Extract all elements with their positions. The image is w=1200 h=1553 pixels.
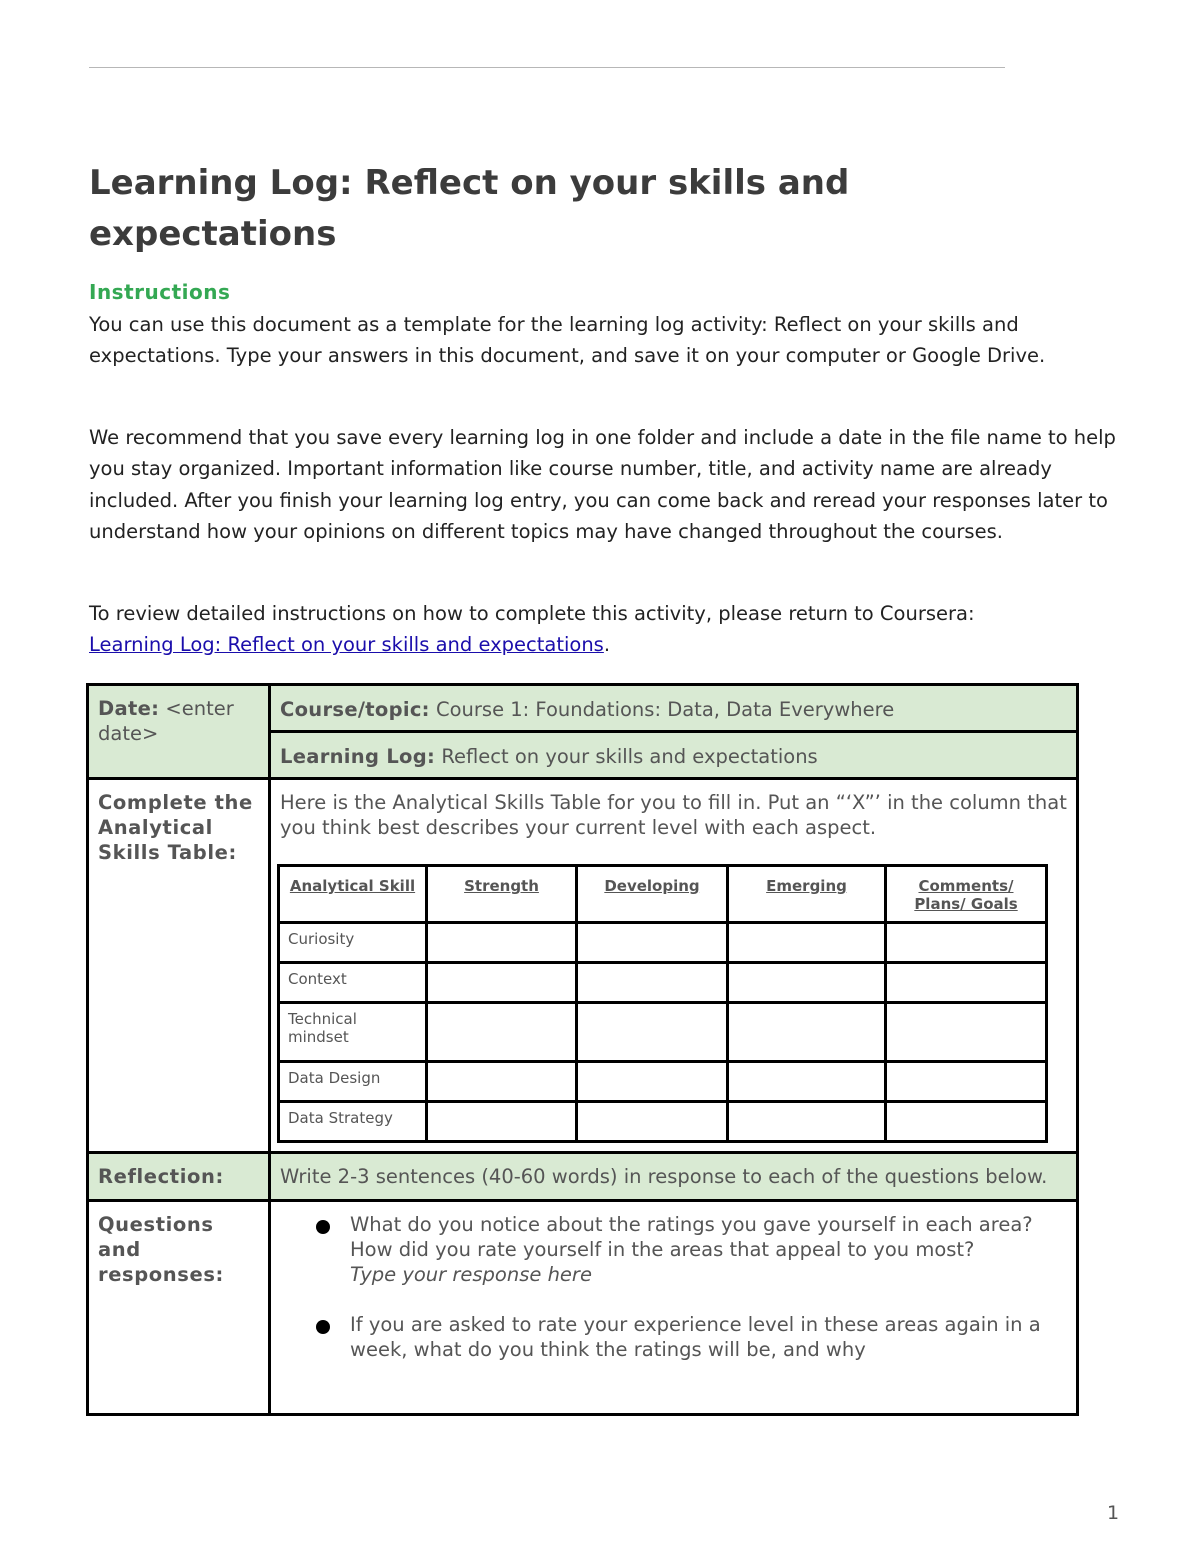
questions-label-cell: [88, 1201, 270, 1415]
course-value: Course 1: Foundations: Data, Data Everywhere: [435, 698, 895, 721]
question-1-text: What do you notice about the ratings you gave yourself in each area? How did you rate yourself in the areas that appeal to you most?: [350, 1213, 1033, 1261]
date-label: Date:: [98, 697, 160, 720]
question-1-response-field[interactable]: Type your response here: [350, 1263, 592, 1286]
skills-table-cell: [270, 779, 1078, 1153]
question-item: [350, 1212, 1067, 1287]
skills-instructions: Here is the Analytical Skills Table for you to fill in. Put an “‘X”’ in the column that you think best describes your current level with each aspect.: [280, 791, 1067, 839]
comments-cell[interactable]: [886, 923, 1047, 963]
coursera-activity-link[interactable]: Learning Log: Reflect on your skills and expectations: [89, 633, 604, 657]
page-number: 1: [1107, 1502, 1120, 1524]
document-title: Learning Log: Reflect on your skills and expectations: [89, 163, 850, 254]
learning-log-cell: [270, 732, 1078, 779]
skill-name-data-strategy: Data Strategy: [279, 1102, 427, 1142]
reflection-text: Write 2-3 sentences (40-60 words) in response to each of the questions below.: [280, 1165, 1048, 1188]
rating-cell-emerging[interactable]: [728, 1102, 886, 1142]
course-cell: [270, 685, 1078, 732]
reflection-text-cell: [270, 1153, 1078, 1201]
reflection-label: Reflection:: [98, 1165, 224, 1188]
header-developing: Developing: [577, 866, 728, 923]
date-value[interactable]: <enter date>: [98, 697, 234, 745]
header-rule: [89, 67, 1005, 68]
instructions-heading: Instructions: [89, 280, 231, 304]
complete-skills-label-cell: [88, 779, 270, 1153]
rating-cell-emerging[interactable]: [728, 923, 886, 963]
rating-cell-emerging[interactable]: [728, 1003, 886, 1062]
learning-log-table: [86, 683, 1079, 1416]
instructions-paragraph-1: You can use this document as a template for the learning log activity: Reflect on your skills and expectations. Type your answers in this document, and save it on your computer or Google Drive.: [89, 313, 1046, 368]
rating-cell-developing[interactable]: [577, 963, 728, 1003]
complete-skills-label: Complete the Analytical Skills Table:: [98, 791, 253, 864]
rating-cell-strength[interactable]: [427, 923, 577, 963]
link-period: .: [603, 633, 611, 657]
analytical-skills-table: [277, 864, 1048, 1143]
questions-cell: [270, 1201, 1078, 1415]
rating-cell-developing[interactable]: [577, 923, 728, 963]
questions-list: [280, 1212, 1067, 1362]
rating-cell-emerging[interactable]: [728, 963, 886, 1003]
comments-cell[interactable]: [886, 1003, 1047, 1062]
rating-cell-developing[interactable]: [577, 1062, 728, 1102]
reflection-label-cell: [88, 1153, 270, 1201]
comments-cell[interactable]: [886, 963, 1047, 1003]
question-2-text: If you are asked to rate your experience level in these areas again in a week, what do you think the ratings will be, and why: [350, 1313, 1041, 1361]
questions-label: Questions and responses:: [98, 1213, 224, 1286]
rating-cell-strength[interactable]: [427, 1062, 577, 1102]
review-text: To review detailed instructions on how to complete this activity, please return to Coursera:: [89, 602, 975, 625]
rating-cell-strength[interactable]: [427, 963, 577, 1003]
comments-cell[interactable]: [886, 1062, 1047, 1102]
question-item: [350, 1312, 1067, 1362]
header-emerging: Emerging: [728, 866, 886, 923]
skill-name-context: Context: [279, 963, 427, 1003]
rating-cell-developing[interactable]: [577, 1003, 728, 1062]
skill-name-curiosity: Curiosity: [279, 923, 427, 963]
date-cell[interactable]: [88, 685, 270, 779]
course-label: Course/topic:: [280, 698, 430, 721]
skill-name-technical-mindset: Technical mindset: [279, 1003, 427, 1062]
header-comments-plans-goals: Comments/ Plans/ Goals: [886, 866, 1047, 923]
header-analytical-skill: Analytical Skill: [279, 866, 427, 923]
rating-cell-developing[interactable]: [577, 1102, 728, 1142]
rating-cell-strength[interactable]: [427, 1102, 577, 1142]
learning-log-value: Reflect on your skills and expectations: [441, 745, 818, 768]
learning-log-label: Learning Log:: [280, 745, 436, 768]
instructions-paragraph-3: [89, 598, 1119, 661]
rating-cell-strength[interactable]: [427, 1003, 577, 1062]
rating-cell-emerging[interactable]: [728, 1062, 886, 1102]
skill-name-data-design: Data Design: [279, 1062, 427, 1102]
comments-cell[interactable]: [886, 1102, 1047, 1142]
instructions-paragraph-2: We recommend that you save every learning log in one folder and include a date in the file name to help you stay organized. Important information like course number, title, and activity name are already included. After you finish your learning log entry, you can come back and reread your responses later to understand how your opinions on different topics may have changed throughout the courses.: [89, 426, 1116, 543]
header-strength: Strength: [427, 866, 577, 923]
